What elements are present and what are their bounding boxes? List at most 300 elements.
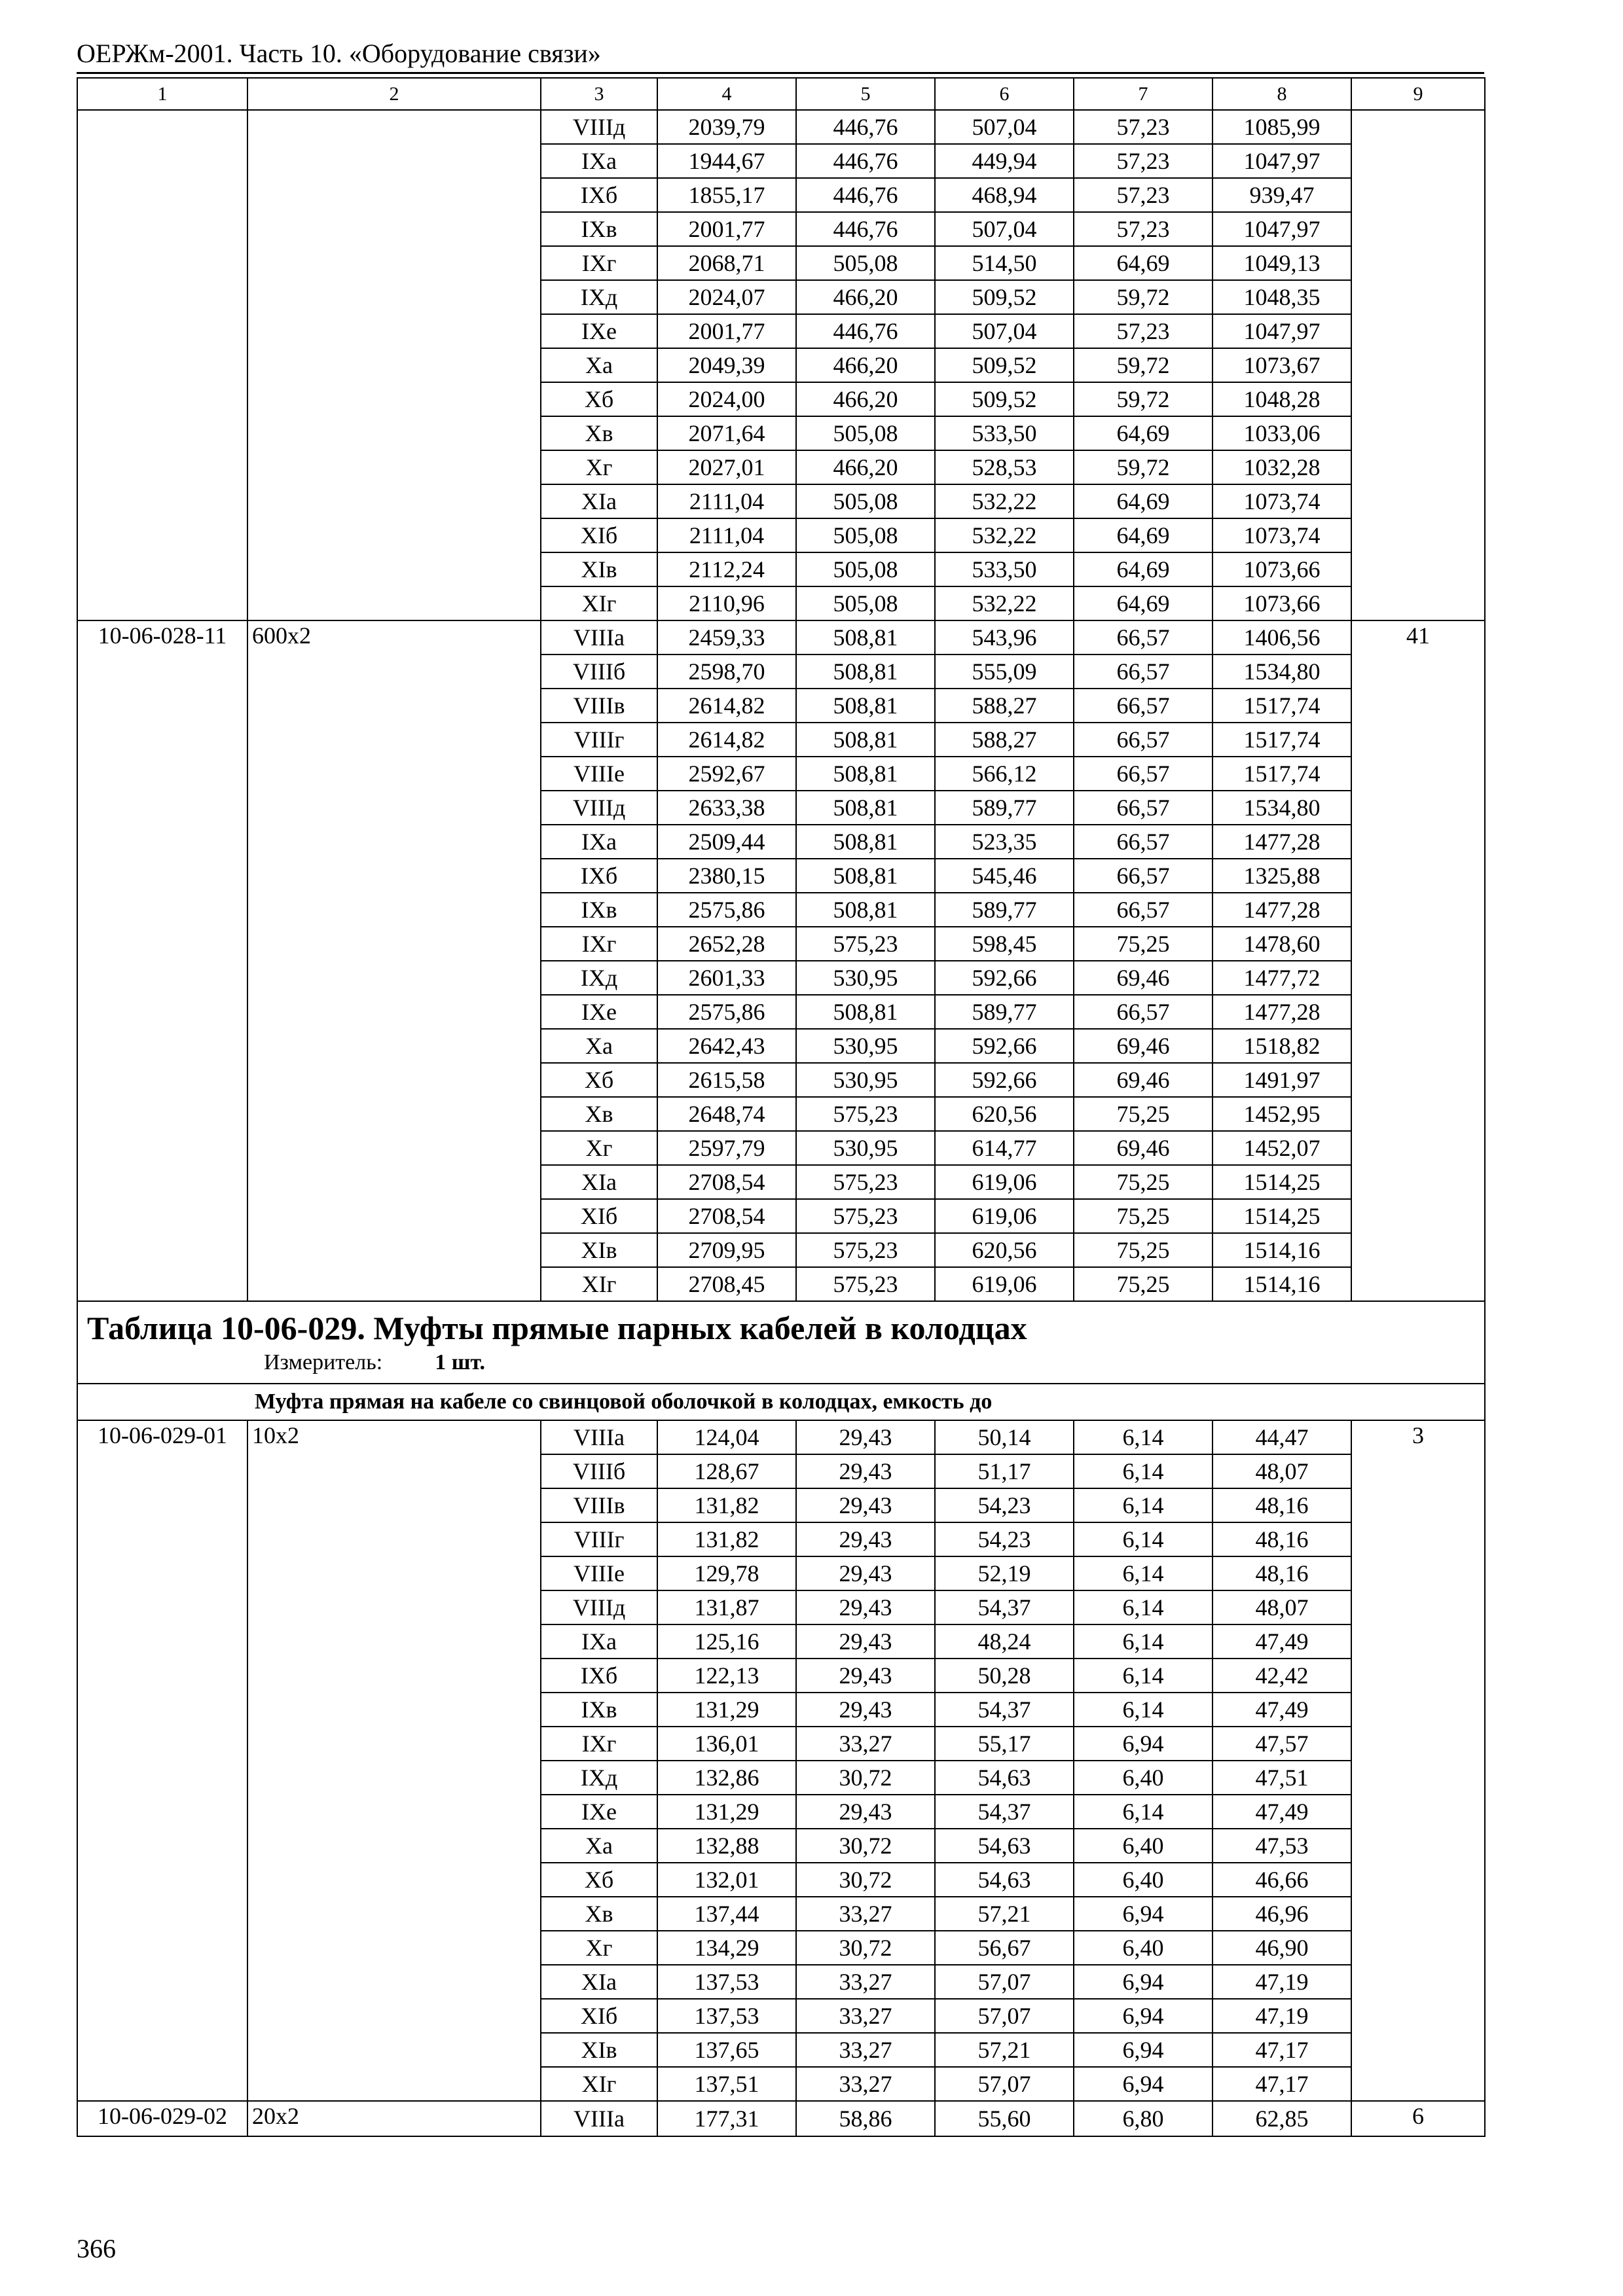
machine-cost-cell: 619,06	[935, 1199, 1074, 1233]
machine-cost-cell: 55,17	[935, 1727, 1074, 1761]
region-zone-cell: VIIIе	[541, 1556, 657, 1590]
labor-cost-cell: 29,43	[796, 1488, 935, 1522]
labor-cost-cell: 33,27	[796, 2067, 935, 2101]
region-zone-cell: IXа	[541, 825, 657, 859]
materials-cost-cell: 47,49	[1213, 1693, 1351, 1727]
materials-cost-cell: 1073,66	[1213, 552, 1351, 586]
region-zone-cell: VIIIа	[541, 620, 657, 655]
machine-cost-cell: 592,66	[935, 961, 1074, 995]
machine-cost-cell: 468,94	[935, 178, 1074, 212]
region-zone-cell: Xа	[541, 1829, 657, 1863]
total-cost-cell: 2110,96	[657, 586, 796, 620]
machine-cost-cell: 509,52	[935, 348, 1074, 382]
labor-cost-cell: 530,95	[796, 1063, 935, 1097]
machinist-wage-cell: 69,46	[1074, 1131, 1213, 1165]
materials-cost-cell: 1517,74	[1213, 689, 1351, 723]
region-zone-cell: XIг	[541, 1267, 657, 1301]
total-cost-cell: 137,65	[657, 2033, 796, 2067]
total-cost-cell: 1855,17	[657, 178, 796, 212]
region-zone-cell: VIIIа	[541, 1420, 657, 1454]
machinist-wage-cell: 75,25	[1074, 1199, 1213, 1233]
total-cost-cell: 132,86	[657, 1761, 796, 1795]
materials-cost-cell: 1514,25	[1213, 1199, 1351, 1233]
labor-cost-cell: 466,20	[796, 382, 935, 416]
materials-cost-cell: 1073,74	[1213, 484, 1351, 518]
region-zone-cell: VIIIе	[541, 757, 657, 791]
machine-cost-cell: 523,35	[935, 825, 1074, 859]
machine-cost-cell: 54,63	[935, 1829, 1074, 1863]
machine-cost-cell: 614,77	[935, 1131, 1074, 1165]
column-number: 7	[1074, 78, 1213, 110]
region-zone-cell: VIIIд	[541, 1590, 657, 1624]
labor-cost-cell: 30,72	[796, 1829, 935, 1863]
region-zone-cell: IXв	[541, 212, 657, 246]
region-zone-cell: VIIIд	[541, 110, 657, 144]
machinist-wage-cell: 66,57	[1074, 655, 1213, 689]
machine-cost-cell: 50,14	[935, 1420, 1074, 1454]
column-number-row	[77, 78, 1485, 110]
machinist-wage-cell: 6,94	[1074, 1897, 1213, 1931]
cable-capacity-cell	[247, 110, 541, 620]
measure-value: 1 шт.	[435, 1350, 486, 1374]
total-cost-cell: 137,53	[657, 1999, 796, 2033]
machinist-wage-cell: 6,40	[1074, 1829, 1213, 1863]
materials-cost-cell: 1406,56	[1213, 620, 1351, 655]
machinist-wage-cell: 6,94	[1074, 1965, 1213, 1999]
total-cost-cell: 2039,79	[657, 110, 796, 144]
cable-capacity-cell: 10x2	[247, 1420, 541, 2101]
machinist-wage-cell: 6,94	[1074, 1727, 1213, 1761]
machinist-wage-cell: 6,14	[1074, 1488, 1213, 1522]
machine-cost-cell: 507,04	[935, 314, 1074, 348]
machine-cost-cell: 532,22	[935, 586, 1074, 620]
region-zone-cell: Xв	[541, 1097, 657, 1131]
region-zone-cell: IXд	[541, 961, 657, 995]
labor-cost-cell: 575,23	[796, 927, 935, 961]
region-zone-cell: VIIIв	[541, 689, 657, 723]
total-cost-cell: 2648,74	[657, 1097, 796, 1131]
total-cost-cell: 2597,79	[657, 1131, 796, 1165]
machine-cost-cell: 588,27	[935, 723, 1074, 757]
region-zone-cell: Xв	[541, 1897, 657, 1931]
machinist-wage-cell: 6,94	[1074, 1999, 1213, 2033]
machine-cost-cell: 555,09	[935, 655, 1074, 689]
region-zone-cell: Xа	[541, 1029, 657, 1063]
labor-cost-cell: 29,43	[796, 1795, 935, 1829]
machinist-wage-cell: 57,23	[1074, 212, 1213, 246]
labor-resource-cell: 6	[1351, 2101, 1485, 2136]
region-zone-cell: IXе	[541, 314, 657, 348]
machinist-wage-cell: 64,69	[1074, 586, 1213, 620]
materials-cost-cell: 1477,28	[1213, 893, 1351, 927]
materials-cost-cell: 47,57	[1213, 1727, 1351, 1761]
labor-cost-cell: 505,08	[796, 586, 935, 620]
region-zone-cell: VIIIд	[541, 791, 657, 825]
machinist-wage-cell: 64,69	[1074, 518, 1213, 552]
labor-cost-cell: 508,81	[796, 655, 935, 689]
region-zone-cell: IXа	[541, 1624, 657, 1659]
total-cost-cell: 2111,04	[657, 518, 796, 552]
machinist-wage-cell: 75,25	[1074, 1165, 1213, 1199]
region-zone-cell: VIIIб	[541, 1454, 657, 1488]
cable-capacity-cell: 20x2	[247, 2101, 541, 2136]
labor-resource-cell: 3	[1351, 1420, 1485, 2101]
machinist-wage-cell: 75,25	[1074, 1267, 1213, 1301]
labor-cost-cell: 29,43	[796, 1420, 935, 1454]
labor-cost-cell: 33,27	[796, 1965, 935, 1999]
machine-cost-cell: 54,63	[935, 1761, 1074, 1795]
labor-cost-cell: 29,43	[796, 1522, 935, 1556]
machine-cost-cell: 54,23	[935, 1522, 1074, 1556]
labor-cost-cell: 29,43	[796, 1454, 935, 1488]
region-zone-cell: XIа	[541, 1165, 657, 1199]
labor-cost-cell: 505,08	[796, 246, 935, 280]
materials-cost-cell: 1047,97	[1213, 314, 1351, 348]
labor-cost-cell: 466,20	[796, 450, 935, 484]
total-cost-cell: 2615,58	[657, 1063, 796, 1097]
labor-cost-cell: 505,08	[796, 518, 935, 552]
column-number: 6	[935, 78, 1074, 110]
labor-cost-cell: 58,86	[796, 2101, 935, 2136]
labor-cost-cell: 530,95	[796, 1131, 935, 1165]
labor-cost-cell: 508,81	[796, 859, 935, 893]
materials-cost-cell: 1514,16	[1213, 1267, 1351, 1301]
machine-cost-cell: 589,77	[935, 791, 1074, 825]
materials-cost-cell: 1073,66	[1213, 586, 1351, 620]
region-zone-cell: XIг	[541, 586, 657, 620]
region-zone-cell: XIг	[541, 2067, 657, 2101]
total-cost-cell: 132,88	[657, 1829, 796, 1863]
labor-cost-cell: 505,08	[796, 552, 935, 586]
machinist-wage-cell: 69,46	[1074, 961, 1213, 995]
labor-cost-cell: 33,27	[796, 1999, 935, 2033]
machine-cost-cell: 532,22	[935, 484, 1074, 518]
machinist-wage-cell: 57,23	[1074, 144, 1213, 178]
machine-cost-cell: 57,21	[935, 2033, 1074, 2067]
materials-cost-cell: 1048,28	[1213, 382, 1351, 416]
materials-cost-cell: 1325,88	[1213, 859, 1351, 893]
machine-cost-cell: 54,37	[935, 1590, 1074, 1624]
materials-cost-cell: 46,66	[1213, 1863, 1351, 1897]
materials-cost-cell: 46,96	[1213, 1897, 1351, 1931]
labor-cost-cell: 505,08	[796, 416, 935, 450]
total-cost-cell: 122,13	[657, 1659, 796, 1693]
machine-cost-cell: 619,06	[935, 1165, 1074, 1199]
labor-cost-cell: 29,43	[796, 1590, 935, 1624]
total-cost-cell: 137,44	[657, 1897, 796, 1931]
column-number: 5	[796, 78, 935, 110]
materials-cost-cell: 47,49	[1213, 1624, 1351, 1659]
total-cost-cell: 2024,00	[657, 382, 796, 416]
labor-cost-cell: 29,43	[796, 1659, 935, 1693]
labor-cost-cell: 508,81	[796, 995, 935, 1029]
machine-cost-cell: 57,07	[935, 1999, 1074, 2033]
total-cost-cell: 134,29	[657, 1931, 796, 1965]
machinist-wage-cell: 6,40	[1074, 1863, 1213, 1897]
total-cost-cell: 2614,82	[657, 723, 796, 757]
total-cost-cell: 2027,01	[657, 450, 796, 484]
machine-cost-cell: 54,37	[935, 1795, 1074, 1829]
materials-cost-cell: 1477,72	[1213, 961, 1351, 995]
machine-cost-cell: 545,46	[935, 859, 1074, 893]
machine-cost-cell: 57,21	[935, 1897, 1074, 1931]
labor-cost-cell: 446,76	[796, 314, 935, 348]
machinist-wage-cell: 57,23	[1074, 314, 1213, 348]
materials-cost-cell: 1477,28	[1213, 825, 1351, 859]
machine-cost-cell: 507,04	[935, 212, 1074, 246]
machine-cost-cell: 589,77	[935, 893, 1074, 927]
labor-cost-cell: 508,81	[796, 825, 935, 859]
machinist-wage-cell: 64,69	[1074, 416, 1213, 450]
region-zone-cell: XIб	[541, 1999, 657, 2033]
materials-cost-cell: 1518,82	[1213, 1029, 1351, 1063]
region-zone-cell: XIв	[541, 2033, 657, 2067]
machine-cost-cell: 588,27	[935, 689, 1074, 723]
labor-cost-cell: 575,23	[796, 1267, 935, 1301]
machinist-wage-cell: 64,69	[1074, 246, 1213, 280]
materials-cost-cell: 47,53	[1213, 1829, 1351, 1863]
labor-cost-cell: 29,43	[796, 1693, 935, 1727]
labor-cost-cell: 446,76	[796, 144, 935, 178]
machinist-wage-cell: 6,14	[1074, 1624, 1213, 1659]
region-zone-cell: VIIIв	[541, 1488, 657, 1522]
rate-code-cell: 10-06-029-01	[77, 1420, 247, 2101]
table-row	[77, 2101, 1485, 2136]
region-zone-cell: Xб	[541, 1863, 657, 1897]
materials-cost-cell: 1073,74	[1213, 518, 1351, 552]
region-zone-cell: IXв	[541, 893, 657, 927]
labor-cost-cell: 29,43	[796, 1556, 935, 1590]
region-zone-cell: IXд	[541, 1761, 657, 1795]
labor-resource-cell: 41	[1351, 620, 1485, 1301]
machinist-wage-cell: 57,23	[1074, 178, 1213, 212]
machinist-wage-cell: 6,94	[1074, 2033, 1213, 2067]
machine-cost-cell: 620,56	[935, 1233, 1074, 1267]
region-zone-cell: XIа	[541, 484, 657, 518]
machine-cost-cell: 449,94	[935, 144, 1074, 178]
machine-cost-cell: 57,07	[935, 1965, 1074, 1999]
materials-cost-cell: 1514,25	[1213, 1165, 1351, 1199]
machine-cost-cell: 532,22	[935, 518, 1074, 552]
materials-cost-cell: 1452,07	[1213, 1131, 1351, 1165]
materials-cost-cell: 1517,74	[1213, 757, 1351, 791]
labor-cost-cell: 505,08	[796, 484, 935, 518]
machine-cost-cell: 52,19	[935, 1556, 1074, 1590]
total-cost-cell: 2598,70	[657, 655, 796, 689]
total-cost-cell: 131,82	[657, 1488, 796, 1522]
materials-cost-cell: 48,16	[1213, 1556, 1351, 1590]
region-zone-cell: IXб	[541, 859, 657, 893]
machinist-wage-cell: 75,25	[1074, 927, 1213, 961]
machinist-wage-cell: 59,72	[1074, 382, 1213, 416]
region-zone-cell: Xб	[541, 382, 657, 416]
materials-cost-cell: 48,07	[1213, 1590, 1351, 1624]
machinist-wage-cell: 66,57	[1074, 620, 1213, 655]
labor-cost-cell: 530,95	[796, 961, 935, 995]
materials-cost-cell: 47,17	[1213, 2067, 1351, 2101]
region-zone-cell: IXг	[541, 1727, 657, 1761]
total-cost-cell: 132,01	[657, 1863, 796, 1897]
region-zone-cell: Xа	[541, 348, 657, 382]
total-cost-cell: 177,31	[657, 2101, 796, 2136]
machinist-wage-cell: 75,25	[1074, 1233, 1213, 1267]
total-cost-cell: 2001,77	[657, 314, 796, 348]
machine-cost-cell: 592,66	[935, 1029, 1074, 1063]
machine-cost-cell: 51,17	[935, 1454, 1074, 1488]
labor-cost-cell: 30,72	[796, 1863, 935, 1897]
total-cost-cell: 2509,44	[657, 825, 796, 859]
machinist-wage-cell: 69,46	[1074, 1063, 1213, 1097]
total-cost-cell: 2601,33	[657, 961, 796, 995]
machinist-wage-cell: 66,57	[1074, 791, 1213, 825]
machine-cost-cell: 592,66	[935, 1063, 1074, 1097]
labor-cost-cell: 508,81	[796, 757, 935, 791]
rate-code-cell: 10-06-029-02	[77, 2101, 247, 2136]
total-cost-cell: 2575,86	[657, 893, 796, 927]
total-cost-cell: 2642,43	[657, 1029, 796, 1063]
region-zone-cell: IXе	[541, 995, 657, 1029]
machine-cost-cell: 533,50	[935, 416, 1074, 450]
total-cost-cell: 2652,28	[657, 927, 796, 961]
materials-cost-cell: 42,42	[1213, 1659, 1351, 1693]
region-zone-cell: IXв	[541, 1693, 657, 1727]
region-zone-cell: IXб	[541, 1659, 657, 1693]
table-title-block	[77, 1301, 1485, 1384]
total-cost-cell: 131,29	[657, 1693, 796, 1727]
machine-cost-cell: 54,37	[935, 1693, 1074, 1727]
total-cost-cell: 2592,67	[657, 757, 796, 791]
rate-code-cell	[77, 110, 247, 620]
labor-cost-cell: 446,76	[796, 178, 935, 212]
machinist-wage-cell: 59,72	[1074, 348, 1213, 382]
region-zone-cell: IXг	[541, 927, 657, 961]
labor-cost-cell: 446,76	[796, 110, 935, 144]
total-cost-cell: 131,87	[657, 1590, 796, 1624]
materials-cost-cell: 1047,97	[1213, 212, 1351, 246]
machinist-wage-cell: 64,69	[1074, 484, 1213, 518]
labor-cost-cell: 30,72	[796, 1931, 935, 1965]
total-cost-cell: 131,82	[657, 1522, 796, 1556]
labor-cost-cell: 575,23	[796, 1097, 935, 1131]
machinist-wage-cell: 66,57	[1074, 689, 1213, 723]
total-cost-cell: 2459,33	[657, 620, 796, 655]
materials-cost-cell: 44,47	[1213, 1420, 1351, 1454]
total-cost-cell: 2024,07	[657, 280, 796, 314]
labor-resource-cell	[1351, 110, 1485, 620]
region-zone-cell: VIIIг	[541, 723, 657, 757]
region-zone-cell: IXб	[541, 178, 657, 212]
table-subheading: Муфта прямая на кабеле со свинцовой оболочкой в колодцах, емкость до	[77, 1384, 1485, 1420]
total-cost-cell: 2068,71	[657, 246, 796, 280]
total-cost-cell: 2111,04	[657, 484, 796, 518]
cable-capacity-cell: 600x2	[247, 620, 541, 1301]
materials-cost-cell: 1085,99	[1213, 110, 1351, 144]
total-cost-cell: 2633,38	[657, 791, 796, 825]
total-cost-cell: 2575,86	[657, 995, 796, 1029]
region-zone-cell: XIв	[541, 1233, 657, 1267]
total-cost-cell: 2708,54	[657, 1165, 796, 1199]
machinist-wage-cell: 6,40	[1074, 1761, 1213, 1795]
region-zone-cell: IXа	[541, 144, 657, 178]
machine-cost-cell: 514,50	[935, 246, 1074, 280]
table-row	[77, 1420, 1485, 1454]
total-cost-cell: 2049,39	[657, 348, 796, 382]
materials-cost-cell: 1517,74	[1213, 723, 1351, 757]
materials-cost-cell: 1491,97	[1213, 1063, 1351, 1097]
machine-cost-cell: 57,07	[935, 2067, 1074, 2101]
labor-cost-cell: 575,23	[796, 1199, 935, 1233]
header-rule	[77, 72, 1484, 74]
region-zone-cell: XIб	[541, 518, 657, 552]
machinist-wage-cell: 6,80	[1074, 2101, 1213, 2136]
region-zone-cell: VIIIб	[541, 655, 657, 689]
machine-cost-cell: 543,96	[935, 620, 1074, 655]
rates-table-body	[77, 78, 1485, 2136]
region-zone-cell: Xг	[541, 1131, 657, 1165]
materials-cost-cell: 48,07	[1213, 1454, 1351, 1488]
labor-cost-cell: 575,23	[796, 1233, 935, 1267]
machinist-wage-cell: 66,57	[1074, 859, 1213, 893]
machinist-wage-cell: 59,72	[1074, 280, 1213, 314]
measure-line	[87, 1349, 1475, 1376]
machinist-wage-cell: 66,57	[1074, 893, 1213, 927]
machine-cost-cell: 620,56	[935, 1097, 1074, 1131]
materials-cost-cell: 1534,80	[1213, 791, 1351, 825]
materials-cost-cell: 48,16	[1213, 1488, 1351, 1522]
region-zone-cell: Xг	[541, 1931, 657, 1965]
materials-cost-cell: 1514,16	[1213, 1233, 1351, 1267]
region-zone-cell: VIIIг	[541, 1522, 657, 1556]
machinist-wage-cell: 66,57	[1074, 995, 1213, 1029]
machine-cost-cell: 54,63	[935, 1863, 1074, 1897]
machinist-wage-cell: 66,57	[1074, 723, 1213, 757]
machine-cost-cell: 55,60	[935, 2101, 1074, 2136]
total-cost-cell: 2708,54	[657, 1199, 796, 1233]
labor-cost-cell: 508,81	[796, 620, 935, 655]
machinist-wage-cell: 66,57	[1074, 757, 1213, 791]
materials-cost-cell: 62,85	[1213, 2101, 1351, 2136]
column-number: 1	[77, 78, 247, 110]
labor-cost-cell: 33,27	[796, 1897, 935, 1931]
table-title-row	[77, 1301, 1485, 1384]
column-number: 3	[541, 78, 657, 110]
machine-cost-cell: 509,52	[935, 382, 1074, 416]
machinist-wage-cell: 69,46	[1074, 1029, 1213, 1063]
materials-cost-cell: 47,17	[1213, 2033, 1351, 2067]
machinist-wage-cell: 6,40	[1074, 1931, 1213, 1965]
machine-cost-cell: 589,77	[935, 995, 1074, 1029]
region-zone-cell: XIа	[541, 1965, 657, 1999]
materials-cost-cell: 1033,06	[1213, 416, 1351, 450]
materials-cost-cell: 47,49	[1213, 1795, 1351, 1829]
column-number: 8	[1213, 78, 1351, 110]
total-cost-cell: 2709,95	[657, 1233, 796, 1267]
machinist-wage-cell: 6,94	[1074, 2067, 1213, 2101]
region-zone-cell: IXе	[541, 1795, 657, 1829]
table-title: Таблица 10-06-029. Муфты прямые парных кабелей в колодцах	[87, 1310, 1027, 1346]
labor-cost-cell: 508,81	[796, 723, 935, 757]
region-zone-cell: Xб	[541, 1063, 657, 1097]
materials-cost-cell: 47,19	[1213, 1999, 1351, 2033]
machinist-wage-cell: 6,14	[1074, 1522, 1213, 1556]
labor-cost-cell: 508,81	[796, 893, 935, 927]
materials-cost-cell: 1048,35	[1213, 280, 1351, 314]
machinist-wage-cell: 66,57	[1074, 825, 1213, 859]
machine-cost-cell: 509,52	[935, 280, 1074, 314]
materials-cost-cell: 1032,28	[1213, 450, 1351, 484]
rate-code-cell: 10-06-028-11	[77, 620, 247, 1301]
machinist-wage-cell: 59,72	[1074, 450, 1213, 484]
